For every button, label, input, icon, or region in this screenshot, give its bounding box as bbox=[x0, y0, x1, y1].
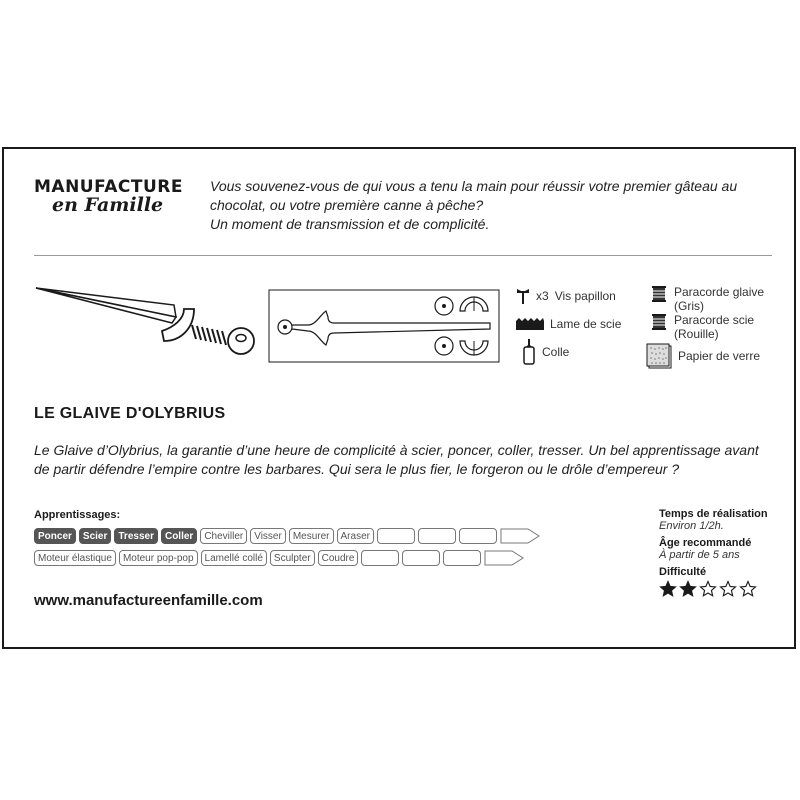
material-vis-label: Vis papillon bbox=[554, 289, 616, 303]
skills-row-1 bbox=[34, 528, 540, 544]
material-paracorde-scie bbox=[650, 313, 754, 341]
template-sheet-illustration bbox=[268, 289, 500, 363]
sandpaper-icon bbox=[646, 343, 672, 369]
glue-bottle-icon bbox=[522, 339, 536, 365]
material-vis-qty: x3 bbox=[536, 289, 549, 303]
sword-illustration bbox=[34, 283, 259, 365]
saw-blade-icon bbox=[516, 318, 544, 330]
material-colle bbox=[522, 339, 569, 365]
difficulty-stars bbox=[659, 580, 789, 598]
paracord-spool-icon bbox=[650, 313, 668, 331]
skill-pill: Coller bbox=[161, 528, 197, 544]
skill-pill-empty bbox=[361, 550, 399, 566]
skill-pill: Cheviller bbox=[200, 528, 247, 544]
star-empty-icon bbox=[719, 580, 737, 598]
logo-line1: MANUFACTURE bbox=[34, 177, 184, 197]
age-label: Âge recommandé bbox=[659, 537, 752, 549]
skill-pill: Scier bbox=[79, 528, 111, 544]
material-paracorde-glaive-sub: (Gris) bbox=[674, 299, 704, 313]
brand-logo bbox=[34, 177, 184, 216]
material-papier-label: Papier de verre bbox=[678, 349, 761, 363]
material-papier bbox=[646, 343, 760, 369]
product-description: Le Glaive d’Olybrius, la garantie d’une heure de complicité à scier, poncer, coller, tresser. Un bel apprentissage avant de partir défendre l’empire contre les barbares. Qui sera le plus fier, le forgeron ou le drôle d’empereur ? bbox=[34, 442, 759, 477]
skill-pill: Visser bbox=[250, 528, 286, 544]
star-empty-icon bbox=[739, 580, 757, 598]
arrow-pill-icon bbox=[484, 550, 524, 566]
material-paracorde-glaive-label: Paracorde glaive bbox=[674, 285, 765, 299]
website-url: www.manufactureenfamille.com bbox=[34, 592, 263, 609]
star-filled-icon bbox=[679, 580, 697, 598]
skill-pill-empty bbox=[377, 528, 415, 544]
skill-pill-empty bbox=[418, 528, 456, 544]
material-paracorde-glaive bbox=[650, 285, 764, 313]
apprentissages-label: Apprentissages: bbox=[34, 509, 121, 521]
arrow-pill-icon bbox=[500, 528, 540, 544]
skill-pill-empty bbox=[402, 550, 440, 566]
skill-pill: Lamellé collé bbox=[201, 550, 267, 566]
intro-line2: Un moment de transmission et de complicité. bbox=[210, 216, 490, 232]
skill-pill: Tresser bbox=[114, 528, 158, 544]
product-title: LE GLAIVE D'OLYBRIUS bbox=[34, 405, 226, 422]
temps-value: Environ 1/2h. bbox=[659, 520, 724, 532]
skill-pill: Mesurer bbox=[289, 528, 334, 544]
difficulte-label: Difficulté bbox=[659, 566, 707, 578]
temps-label: Temps de réalisation bbox=[659, 508, 768, 520]
material-vis bbox=[516, 287, 616, 305]
material-lame bbox=[516, 317, 621, 331]
logo-line2: en Famille bbox=[52, 194, 164, 216]
intro-text bbox=[210, 177, 780, 234]
star-empty-icon bbox=[699, 580, 717, 598]
skill-pill: Araser bbox=[337, 528, 374, 544]
skill-pill: Moteur élastique bbox=[34, 550, 116, 566]
age-value: À partir de 5 ans bbox=[659, 549, 740, 561]
skill-pill: Moteur pop-pop bbox=[119, 550, 198, 566]
intro-line1: Vous souvenez-vous de qui vous a tenu la main pour réussir votre premier gâteau au chocolat, ou votre première canne à pêche? bbox=[210, 178, 738, 213]
skill-pill: Sculpter bbox=[270, 550, 315, 566]
wing-screw-icon bbox=[516, 287, 530, 305]
paracord-spool-icon bbox=[650, 285, 668, 303]
material-colle-label: Colle bbox=[542, 345, 570, 359]
product-card bbox=[2, 147, 796, 649]
material-paracorde-scie-sub: (Rouille) bbox=[674, 327, 719, 341]
material-lame-label: Lame de scie bbox=[550, 317, 622, 331]
skills-row-2 bbox=[34, 550, 524, 566]
skill-pill-empty bbox=[443, 550, 481, 566]
skill-pill: Poncer bbox=[34, 528, 76, 544]
material-paracorde-scie-label: Paracorde scie bbox=[674, 313, 755, 327]
skill-pill: Coudre bbox=[318, 550, 359, 566]
info-panel bbox=[659, 508, 789, 598]
skill-pill-empty bbox=[459, 528, 497, 544]
divider bbox=[34, 255, 772, 256]
star-filled-icon bbox=[659, 580, 677, 598]
